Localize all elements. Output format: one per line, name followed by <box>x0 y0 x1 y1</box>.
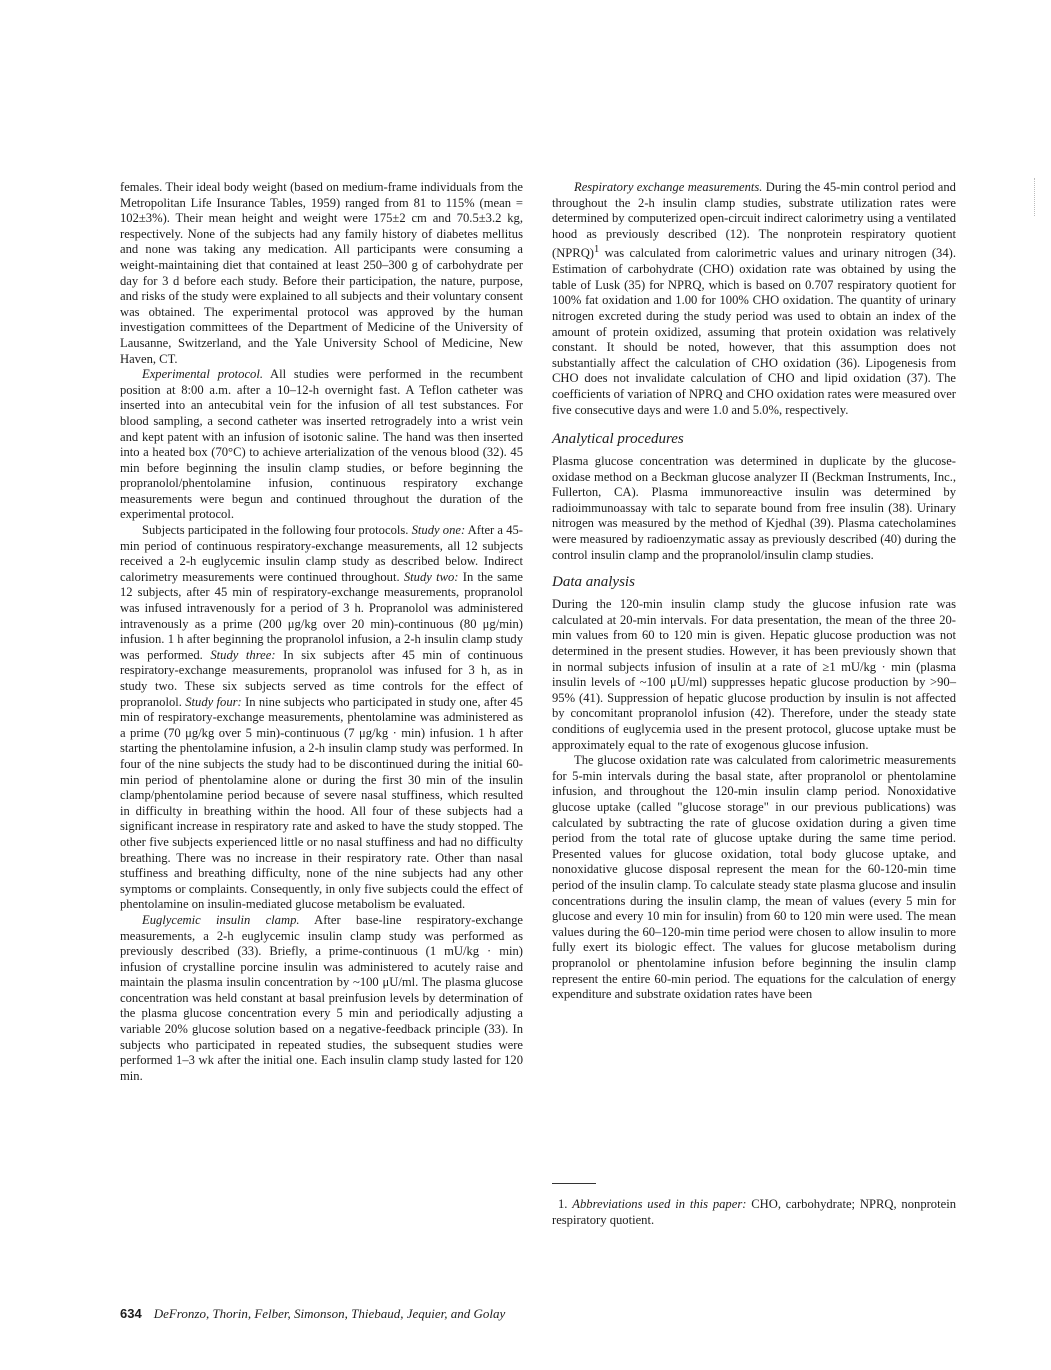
run-in-heading: Experimental protocol. <box>142 367 263 382</box>
right-column <box>552 180 956 1003</box>
study-three-label: Study three: <box>210 647 276 662</box>
run-in-heading: Euglycemic insulin clamp. <box>142 912 300 927</box>
footnote-text: CHO, carbohydrate; NPRQ, nonprotein respiratory quotient. <box>552 1197 956 1227</box>
paragraph-experimental-protocol: Experimental protocol. All studies were performed in the recumbent position at 8:00 a.m. after a 10–12-h overnight fast. A Teflon catheter was inserted into an antecubital vein for the infusion of all test substances. For blood sampling, a second catheter was inserted retrogradely into a wrist vein and kept patent with an infusion of isotonic saline. The hand was then inserted into a heated box (70°C) to achieve arterialization of the venous blood (32). 45 min before beginning the insulin clamp studies, or before beginning the propranolol/phentolamine infusion, continuous respiratory exchange measurements were begun and continued throughout the duration of the experimental protocol. <box>120 367 523 522</box>
section-heading-data-analysis: Data analysis <box>552 574 635 591</box>
footnote-divider <box>552 1183 596 1184</box>
footnote-marker: 1 <box>593 244 600 256</box>
footnote-label: Abbreviations used in this paper: <box>572 1197 747 1211</box>
paragraph-respiratory-exchange: Respiratory exchange measurements. During the 45-min control period and throughout the 2-h insulin clamp studies, substrate utilization rates were determined by computerized open-circuit indirect calorimetry using a ventilated hood as previously described (12). The nonprotein respiratory quotient (NPRQ)$^1$ was calculated from calorimetric values and urinary nitrogen (34). Estimation of carbohydrate (CHO) oxidation rate was obtained by using the table of Lusk (35) for NPRQ, which is based on 0.707 respiratory quotient for 100% fat oxidation and 1.00 for 100% CHO oxidation. The quantity of urinary nitrogen excreted during the study period was used to obtain an index of the amount of protein oxidized, assuming that protein oxidation was relatively constant. It should be noted, however, that this assumption does not substantially affect the calculation of CHO oxidation (36). Lipogenesis from CHO does not invalidate calculation of CHO and lipid oxidation (37). The coefficients of variation of NPRQ and CHO oxidation rates were measured over five consecutive days and were 1.0 and 5.0%, respectively. <box>552 180 956 417</box>
section-heading-analytical-procedures: Analytical procedures <box>552 431 684 448</box>
page-number: 634 <box>120 1306 142 1321</box>
page-footer <box>120 1306 505 1322</box>
study-four-label: Study four: <box>185 694 242 709</box>
paragraph-data-analysis-1: During the 120-min insulin clamp study the glucose infusion rate was calculated at 20-min intervals. For data presentation, the mean of the three 20-min values from 60 to 120 min is given. Hepatic glucose production was not determined in the present studies. However, it has been previously shown that in normal subjects infusion of insulin at a rate of ≥1 mU/kg · min (plasma insulin levels of ~100 μU/ml) suppresses hepatic glucose production by >90–95% (41). Suppression of hepatic glucose production by insulin is not affected by concomitant propranolol infusion (42). Therefore, under the steady state conditions of euglycemia used in the present protocol, glucose uptake must be approximately equal to the rate of exogenous glucose infusion. <box>552 597 956 752</box>
paragraph-euglycemic-clamp: Euglycemic insulin clamp. After base-line respiratory-exchange measurements, a 2-h euglycemic insulin clamp study was performed as previously described (33). Briefly, a prime-continuous (1 mU/kg · min) infusion of crystalline porcine insulin was administered to acutely raise and maintain the plasma insulin concentration by ~100 μU/ml. The plasma glucose concentration was held constant at basal preinfusion levels by determination of the plasma glucose concentration every 5 min and periodically adjusting a variable 20% glucose solution based on a negative-feedback principle (33). In subjects who participated in repeated studies, the subsequent studies were performed 1–3 wk after the initial one. Each insulin clamp study lasted for 120 min. <box>120 912 524 1083</box>
footnote-number: 1. <box>558 1197 568 1211</box>
run-in-heading: Respiratory exchange measurements. <box>574 180 763 194</box>
footnote <box>552 1197 956 1228</box>
study-one-label: Study one: <box>411 523 466 538</box>
running-authors: DeFronzo, Thorin, Felber, Simonson, Thiebaud, Jequier, and Golay <box>153 1306 506 1321</box>
scan-artifact-marks <box>1034 178 1036 216</box>
paragraph-study-protocols: Subjects participated in the following four protocols. Study one: After a 45-min period of continuous respiratory-exchange measurements, all 12 subjects received a 2-h euglycemic insulin clamp study as described below. Indirect calorimetry measurements were continued throughout. Study two: In the same 12 subjects, after 45 min of respiratory-exchange measurements, propranolol was infused intravenously for a period of 3 h. Propranolol was administered intravenously as a prime (200 μg/kg over 20 min)-continuous (80 μg/min) infusion. 1 h after beginning the propranolol infusion, a 2-h insulin clamp study was performed. Study three: In six subjects after 45 min of continuous respiratory-exchange measurements, propranolol was infused for 3 h, as in study two. These six subjects served as time controls for the effect of propranolol. Study four: In nine subjects who participated in study one, after 45 min of respiratory-exchange measurements, phentolamine was administered as a prime (70 μg/kg over 5 min)-continuous (7 μg/kg · min) infusion. 1 h after starting the phentolamine infusion, a 2-h insulin clamp study was performed. In four of the nine subjects the study had to be discontinued during the initial 60-min period of phentolamine alone or during the first 30 min of the insulin clamp/phentolamine period because of severe nasal stuffiness, which resulted in difficulty in breathing within the hood. All four of these subjects had a significant increase in respiratory rate and asked to have the study stopped. The other five subjects experienced little or no nasal stuffiness and had no difficulty breathing. There was no increase in their respiratory rate. Other than nasal stuffiness and breathing difficulty, none of the nine subjects had any other symptoms or complaints. Consequently, in only five subjects could the effect of phentolamine on insulin-mediated glucose metabolism be evaluated. <box>120 523 523 912</box>
paragraph-analytical-procedures: Plasma glucose concentration was determined in duplicate by the glucose-oxidase method on a Beckman glucose analyzer II (Beckman Instruments, Inc., Fullerton, CA). Plasma immunoreactive insulin was determined by radioimmunoassay with talc to separate bound from free insulin (38). Urinary nitrogen was measured by the method of Kjedhal (39). Plasma catecholamines were measured by radioenzymatic assay as previously described (40) during the control insulin clamp and the propranolol/insulin clamp studies. <box>552 454 956 562</box>
left-column <box>120 180 523 1084</box>
paragraph-data-analysis-2: The glucose oxidation rate was calculated from calorimetric measurements for 5-min intervals during the basal state, after propranolol or phentolamine infusion, and throughout the 120-min insulin clamp period. Nonoxidative glucose uptake (called "glucose storage" in our previous publications) was calculated by subtracting the rate of glucose oxidation during a given time period from the total rate of glucose uptake during the same time period. Presented values for glucose oxidation, total body glucose uptake, and nonoxidative glucose disposal represent the mean for the 60-120-min time period of the insulin clamp. To calculate steady state plasma glucose and insulin concentrations during the insulin clamp, the mean of values (every 5 min for glucose and every 10 min for insulin) from 60 to 120 min were used. The mean values during the 60–120-min time period were chosen to allow insulin to more fully exert its biologic effect. The values for glucose metabolism during propranolol or phentolamine infusion before beginning the insulin clamp represent the entire 60-min period. The equations for the calculation of energy expenditure and substrate oxidation rates have been <box>552 753 956 1002</box>
paragraph-subjects-description: females. Their ideal body weight (based on medium-frame individuals from the Metropolitan Life Insurance Tables, 1959) ranged from 81 to 115% (mean = 102±3%). Their mean height and weight were 175±2 cm and 70.5±3.2 kg, respectively. None of the subjects had any family history of diabetes mellitus and none was taking any medication. All participants were consuming a weight-maintaining diet that contained at least 250–300 g of carbohydrate per day for 3 d before each study. Before their participation, the nature, purpose, and risks of the study were explained to all subjects and their voluntary consent was obtained. The experimental protocol was approved by the human investigation committees of the Department of Medicine of the University of Lausanne, Switzerland, and the Yale University School of Medicine, New Haven, CT. <box>120 180 523 366</box>
study-two-label: Study two: <box>403 569 459 584</box>
